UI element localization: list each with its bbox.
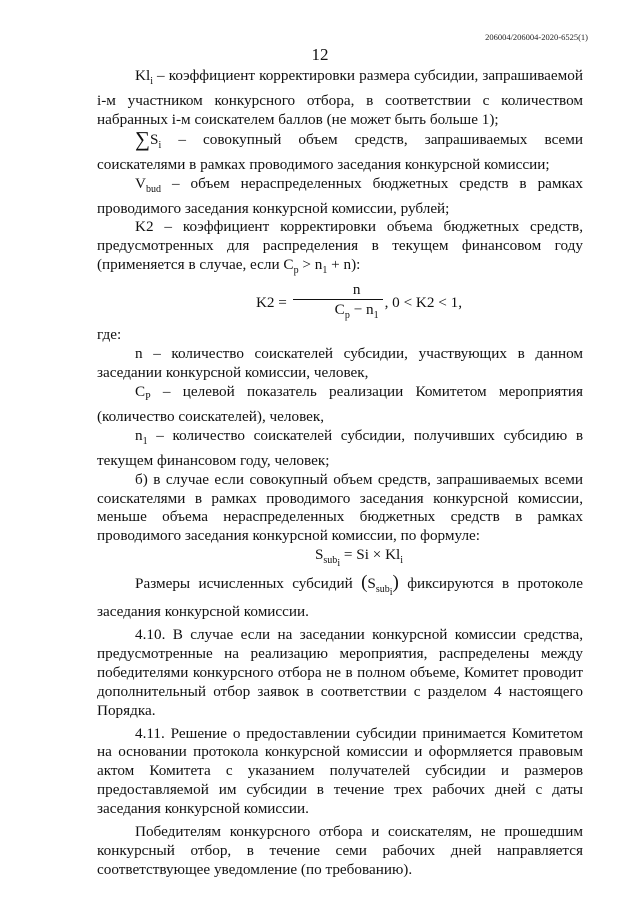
- definition-sum-si-text: – совокупный объем средств, запрашиваемых всеми соискателями в рамках проводимого заседания конкурсной комиссии;: [97, 130, 583, 173]
- item-b: б) в случае если совокупный объем средств, запрашиваемых всеми соискателями в рамках проводимого заседания конкурсной комиссии, меньше объема нераспределенных бюджетных средств в рамках проводимого заседания конкурсной комиссии, по формуле:: [97, 470, 583, 545]
- formula-k2-denominator: [293, 300, 383, 326]
- formula-k2-fraction: [293, 281, 383, 326]
- definition-cp: [97, 383, 583, 427]
- fix-sym-subsub: i: [389, 587, 393, 599]
- fix-sym: S: [367, 575, 376, 593]
- page-number: 12: [311, 45, 329, 64]
- paragraph-notification: Победителям конкурсного отбора и соискателям, не прошедшим конкурсный отбор, в течение семи рабочих дней направляется соответствующее уведомление (по требованию).: [97, 823, 583, 878]
- cond-tail: + n):: [327, 256, 361, 274]
- paren-close: ): [392, 572, 399, 594]
- definition-n1-text: – количество соискателей субсидии, получивших субсидию в текущем финансовом году, человек;: [97, 426, 583, 469]
- formula-k2-rhs: , 0 < K2 < 1,: [384, 294, 463, 312]
- formula-ssub-lhs-subsub: i: [337, 558, 341, 570]
- where-label: где:: [97, 326, 122, 344]
- cond-rest: > n: [298, 256, 323, 274]
- symbol-kl-sub: i: [150, 76, 153, 88]
- document-id: 206004/206004-2020-6525(1): [485, 32, 588, 42]
- definition-kl-text: – коэффициент корректировки размера субсидии, запрашиваемой i-м участником конкурсного отбора, в соответствии с количеством набранных i-м соискателем баллов (не может быть больше 1);: [97, 67, 583, 128]
- symbol-s-sub: i: [158, 139, 162, 151]
- symbol-cp: C: [135, 382, 146, 400]
- formula-ssub: [97, 546, 583, 574]
- document-body: [97, 67, 583, 880]
- cond-n-sub: 1: [322, 265, 328, 277]
- symbol-v-sub: bud: [145, 183, 161, 195]
- formula-k2-numerator: n: [293, 281, 383, 300]
- fix-sym-sub: sub: [375, 584, 390, 596]
- formula-ssub-rhs-sub: i: [400, 555, 404, 567]
- den-c-sub: p: [344, 310, 350, 322]
- den-c: C: [334, 301, 345, 319]
- cond-c: C: [283, 256, 294, 274]
- formula-ssub-eq: = Si × Kl: [340, 546, 401, 564]
- fix-after: фиксируются в протоколе заседания конкурсной комиссии.: [97, 575, 583, 621]
- cond-c-sub: p: [293, 265, 299, 277]
- formula-ssub-lhs: S: [314, 546, 324, 564]
- symbol-v: V: [135, 174, 146, 192]
- paren-open: (: [361, 572, 368, 594]
- symbol-n1: n: [135, 426, 143, 444]
- definition-k2: [97, 218, 583, 281]
- symbol-cp-sub: P: [145, 391, 151, 403]
- formula-ssub-lhs-sub: sub: [323, 555, 338, 567]
- den-mid: − n: [349, 301, 374, 319]
- fix-paragraph: [97, 574, 583, 622]
- formula-k2-lhs: K2 =: [255, 294, 287, 312]
- symbol-kl: Kl: [135, 67, 151, 84]
- definition-n: n – количество соискателей субсидии, участвующих в данном заседании конкурсной комиссии, человек,: [97, 345, 583, 382]
- definition-k2-text: K2 – коэффициент корректировки объема бюджетных средств, предусмотренных для распределения в текущем финансовом году (применяется в случае, если: [97, 218, 583, 274]
- definition-kl: [97, 67, 583, 130]
- symbol-n1-sub: 1: [142, 435, 148, 447]
- paragraph-4-11: 4.11. Решение о предоставлении субсидии принимается Комитетом на основании протокола конкурсной комиссии и оформляется правовым актом Комитета с указанием получателей субсидии и размеров предоставляемой им субсидии в течение трех рабочих дней с даты заседания конкурсной комиссии.: [97, 724, 583, 818]
- definition-vbud-text: – объем нераспределенных бюджетных средств в рамках проводимого заседания конкурсной комиссии, рублей;: [97, 174, 583, 217]
- definition-cp-text: – целевой показатель реализации Комитетом мероприятия (количество соискателей), человек,: [97, 382, 583, 425]
- definition-vbud: [97, 175, 583, 219]
- definition-sum-si: [97, 126, 583, 175]
- den-n-sub: 1: [373, 310, 379, 322]
- definition-n1: [97, 427, 583, 471]
- fix-before: Размеры исчисленных субсидий: [135, 575, 362, 593]
- sigma-symbol: ∑: [135, 126, 150, 151]
- formula-k2: [97, 281, 583, 326]
- paragraph-4-10: 4.10. В случае если на заседании конкурсной комиссии средства, предусмотренные на реализацию мероприятия, распределены между победителями конкурсного отбора не в полном объеме, Комитет проводит дополнительный отбор заявок в соответствии с разделом 4 настоящего Порядка.: [97, 626, 583, 719]
- symbol-s: S: [149, 130, 159, 148]
